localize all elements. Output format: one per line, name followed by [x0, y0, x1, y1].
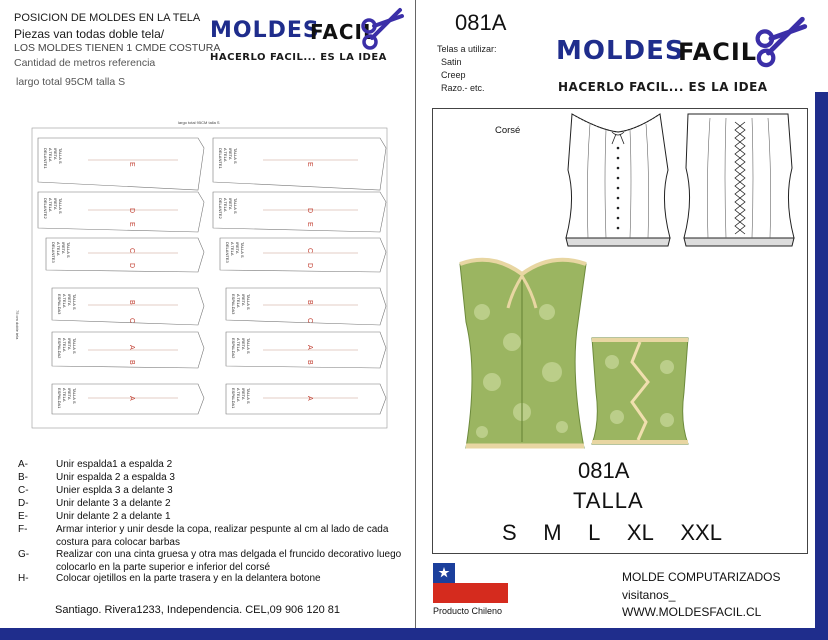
computerized-note: MOLDE COMPUTARIZADOS	[622, 570, 781, 584]
bottom-bar	[0, 628, 828, 640]
piece-label: ESPALDA3	[231, 294, 236, 315]
piece-label: IRETA	[228, 198, 233, 210]
piece-label: TALLA S	[66, 242, 71, 258]
seam-letter: E	[128, 222, 135, 227]
double-fabric-note: Piezas van todas doble tela/	[14, 27, 165, 41]
piece-label: TALLA S	[58, 148, 63, 164]
seam-letter: B	[306, 300, 313, 305]
brand-tagline-right: HACERLO FACIL... ES LA IDEA	[558, 80, 768, 94]
scissors-icon	[360, 4, 408, 52]
piece-label: ESPALDA1	[57, 388, 62, 409]
size-xxl: XXL	[680, 520, 722, 545]
seam-letter: D	[306, 208, 313, 214]
piece-label: A TELA	[62, 338, 67, 352]
piece-label: DELANTE2	[43, 198, 48, 219]
piece-label: IRETA	[241, 294, 246, 306]
seam-letter: A	[306, 345, 313, 350]
seam-letter: B	[306, 360, 313, 365]
seam-letter: C	[128, 318, 135, 324]
seam-letter: A	[128, 396, 135, 401]
piece-label: A TELA	[48, 198, 53, 212]
piece-label: DELANTE3	[225, 242, 230, 263]
piece-label: ESPALDA1	[231, 388, 236, 409]
product-label: Corsé	[495, 125, 521, 136]
piece-label: IRETA	[241, 338, 246, 350]
brand-word-facil: FACIL	[310, 20, 377, 44]
visit-note: visitanos_	[622, 588, 676, 602]
corset-photo	[452, 252, 692, 452]
piece-label: A TELA	[62, 388, 67, 402]
scissors-icon	[754, 12, 812, 70]
total-length-note: largo total 95CM talla S	[16, 76, 126, 88]
piece-label: TALLA S	[240, 242, 245, 258]
piece-label: A TELA	[236, 338, 241, 352]
piece-label: TALLA S	[58, 198, 63, 214]
meters-note: Cantidad de metros referencia	[14, 57, 156, 69]
side-stripe	[815, 92, 828, 628]
piece-label: A TELA	[56, 242, 61, 256]
piece-label: IRETA	[228, 148, 233, 160]
piece-label: TALLA S	[72, 388, 77, 404]
brand-logo-right	[556, 30, 816, 102]
seam-letter: D	[128, 263, 135, 269]
seam-letter: C	[306, 248, 313, 254]
seam-note: LOS MOLDES TIENEN 1 CMDE COSTURA	[14, 42, 221, 54]
brand-word-moldes: MOLDES	[556, 36, 685, 66]
piece-label: IRETA	[241, 388, 246, 400]
seam-letter: A	[306, 396, 313, 401]
page-divider	[415, 0, 416, 640]
piece-label: DELANTE1	[218, 148, 223, 169]
seam-letter: C	[306, 318, 313, 324]
piece-label: ESPALDA2	[231, 338, 236, 359]
piece-label: A TELA	[223, 148, 228, 162]
fabric-item: Razo.- etc.	[441, 83, 485, 93]
piece-label: A TELA	[223, 198, 228, 212]
seam-letter: E	[306, 222, 313, 227]
seam-letter: A	[128, 345, 135, 350]
piece-label: TALLA S	[233, 198, 238, 214]
piece-label: DELANTE2	[218, 198, 223, 219]
piece-label: A TELA	[48, 148, 53, 162]
pattern-layout-sheet	[8, 110, 408, 435]
pattern-code-large: 081A	[578, 458, 630, 483]
seam-letter: B	[128, 360, 135, 365]
brand-logo-left	[210, 12, 410, 72]
store-address: Santiago. Rivera1233, Independencia. CEL,09 906 120 81	[55, 604, 340, 616]
piece-label: A TELA	[236, 294, 241, 308]
seam-letter: E	[306, 162, 313, 167]
piece-label: TALLA S	[246, 338, 251, 354]
fabrics-title: Telas a utilizar:	[437, 44, 497, 54]
size-list	[502, 520, 722, 546]
sheet-top-caption: largo total 95CM talla S	[178, 120, 220, 125]
piece-label: IRETA	[67, 294, 72, 306]
piece-label: IRETA	[53, 198, 58, 210]
piece-label: IRETA	[53, 148, 58, 160]
piece-label: ESPALDA2	[57, 338, 62, 359]
piece-label: TALLA S	[72, 294, 77, 310]
piece-label: IRETA	[67, 338, 72, 350]
pattern-code: 081A	[455, 10, 507, 35]
chile-flag-icon	[433, 563, 508, 603]
brand-tagline-left: HACERLO FACIL... ES LA IDEA	[210, 52, 387, 63]
seam-letter: D	[306, 263, 313, 269]
website-link[interactable]: WWW.MOLDESFACIL.CL	[622, 605, 762, 619]
piece-label: A TELA	[236, 388, 241, 402]
piece-label: IRETA	[61, 242, 66, 254]
seam-letter: D	[128, 208, 135, 214]
brand-word-moldes: MOLDES	[210, 18, 320, 43]
piece-label: IRETA	[67, 388, 72, 400]
piece-label: TALLA S	[246, 294, 251, 310]
origin-label: Producto Chileno	[433, 606, 503, 616]
piece-label: DELANTE1	[43, 148, 48, 169]
brand-word-facil: FACIL	[678, 38, 758, 66]
layout-title: POSICION DE MOLDES EN LA TELA	[14, 12, 201, 24]
piece-label: IRETA	[235, 242, 240, 254]
seam-letter: B	[128, 300, 135, 305]
seam-letter: C	[128, 248, 135, 254]
piece-label: TALLA S	[233, 148, 238, 164]
piece-label: DELANTE3	[51, 242, 56, 263]
fabric-item: Satin	[441, 57, 462, 67]
seam-letter: E	[128, 162, 135, 167]
size-l: L	[588, 520, 601, 545]
piece-label: TALLA S	[246, 388, 251, 404]
piece-label: TALLA S	[72, 338, 77, 354]
piece-label: A TELA	[62, 294, 67, 308]
piece-label: A TELA	[230, 242, 235, 256]
size-label: TALLA	[573, 488, 644, 513]
pattern-drawing	[8, 110, 408, 435]
size-m: M	[543, 520, 562, 545]
size-s: S	[502, 520, 517, 545]
sheet-side-caption: 75 cm doble tela	[15, 310, 20, 340]
corset-sketch	[560, 108, 800, 248]
fabric-item: Creep	[441, 70, 466, 80]
size-xl: XL	[626, 520, 654, 545]
piece-label: ESPALDA3	[57, 294, 62, 315]
